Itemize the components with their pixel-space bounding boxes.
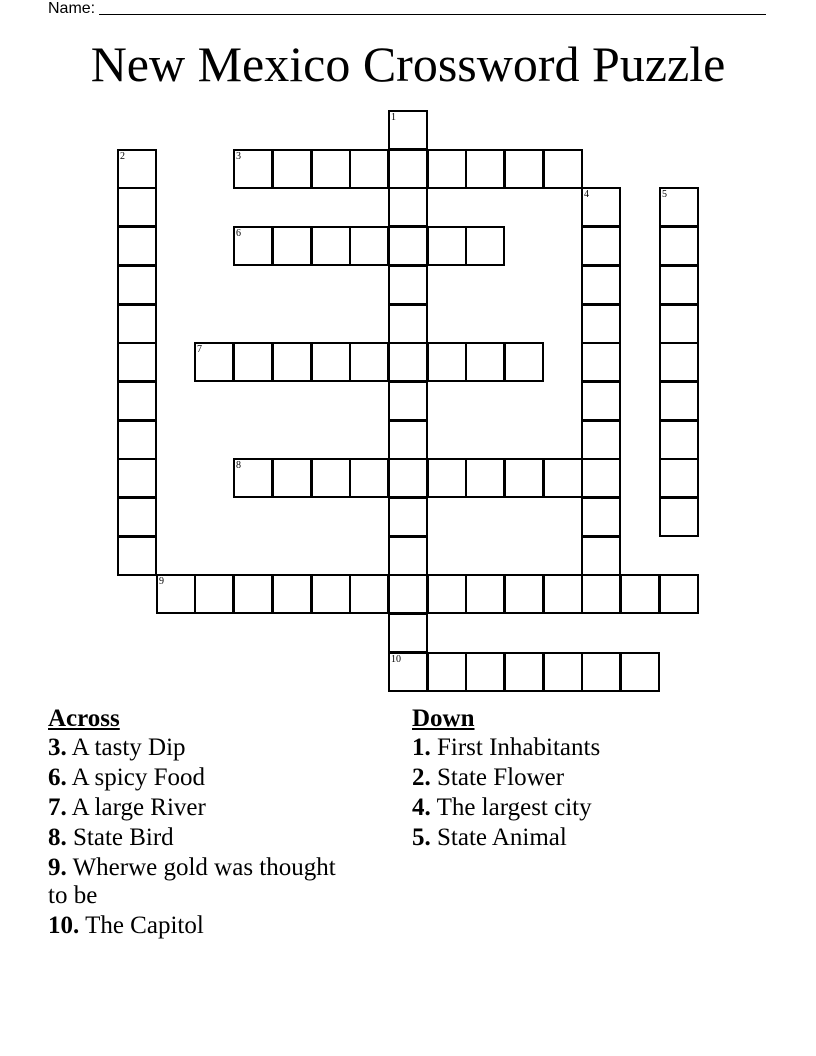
clue-number: 7. [48,794,67,821]
clue-across-7 [48,794,348,822]
grid-cell[interactable] [233,574,273,614]
grid-cell[interactable] [272,226,312,266]
grid-cell[interactable] [388,149,428,189]
grid-cell[interactable] [388,110,428,150]
cell-number: 9 [159,576,164,587]
grid-cell[interactable] [233,458,273,498]
clue-text: State Bird [73,824,174,851]
grid-cell[interactable] [543,652,583,692]
grid-cell[interactable] [659,574,699,614]
grid-cell[interactable] [388,497,428,537]
grid-cell[interactable] [465,574,505,614]
grid-cell[interactable] [659,187,699,227]
grid-cell[interactable] [388,265,428,305]
grid-cell[interactable] [465,458,505,498]
clue-text: A tasty Dip [71,734,186,761]
page-title: New Mexico Crossword Puzzle [90,36,726,92]
grid-cell[interactable] [388,342,428,382]
grid-cell[interactable] [117,187,157,227]
grid-cell[interactable] [581,265,621,305]
grid-cell[interactable] [659,497,699,537]
clue-number: 8. [48,824,67,851]
clue-text: First Inhabitants [437,734,601,761]
grid-cell[interactable] [504,458,544,498]
clue-text: State Animal [437,824,567,851]
clue-number: 2. [412,764,431,791]
clue-number: 6. [48,764,67,791]
grid-cell[interactable] [117,265,157,305]
grid-cell[interactable] [504,342,544,382]
grid-cell[interactable] [581,574,621,614]
clue-down-4 [412,794,772,822]
across-heading: Across [48,705,120,732]
grid-cell[interactable] [427,342,467,382]
grid-cell[interactable] [388,304,428,344]
grid-cell[interactable] [117,420,157,460]
cell-number: 2 [120,151,125,162]
clue-text: A large River [71,794,206,821]
cell-number: 4 [584,189,589,200]
grid-cell[interactable] [349,574,389,614]
grid-cell[interactable] [581,342,621,382]
grid-cell[interactable] [427,574,467,614]
grid-cell[interactable] [620,574,660,614]
grid-cell[interactable] [581,187,621,227]
clue-across-6 [48,764,348,792]
grid-cell[interactable] [659,381,699,421]
grid-cell[interactable] [272,342,312,382]
grid-cell[interactable] [117,536,157,576]
grid-cell[interactable] [543,458,583,498]
grid-cell[interactable] [388,420,428,460]
grid-cell[interactable] [194,342,234,382]
clue-across-8 [48,824,348,852]
grid-cell[interactable] [465,342,505,382]
grid-cell[interactable] [349,149,389,189]
grid-cell[interactable] [659,342,699,382]
grid-cell[interactable] [388,187,428,227]
grid-cell[interactable] [117,497,157,537]
grid-cell[interactable] [581,458,621,498]
clue-text: State Flower [437,764,565,791]
name-label: Name: [48,0,96,17]
grid-cell[interactable] [117,149,157,189]
grid-cell[interactable] [543,574,583,614]
clue-number: 3. [48,734,67,761]
grid-cell[interactable] [388,226,428,266]
clue-across-10 [48,912,348,940]
cell-number: 7 [197,344,202,355]
clue-down-5 [412,824,772,852]
cell-number: 1 [391,112,396,123]
clue-across-3 [48,734,348,762]
clue-across-9 [48,854,348,910]
grid-cell[interactable] [388,574,428,614]
clue-number: 9. [48,854,67,881]
grid-cell[interactable] [581,304,621,344]
grid-cell[interactable] [465,226,505,266]
grid-cell[interactable] [388,613,428,653]
grid-cell[interactable] [581,226,621,266]
grid-cell[interactable] [581,497,621,537]
grid-cell[interactable] [388,536,428,576]
grid-cell[interactable] [504,149,544,189]
grid-cell[interactable] [504,652,544,692]
down-heading: Down [412,705,475,732]
across-clues [48,704,348,942]
grid-cell[interactable] [311,149,351,189]
grid-cell[interactable] [117,304,157,344]
cell-number: 3 [236,151,241,162]
grid-cell[interactable] [659,265,699,305]
grid-cell[interactable] [581,420,621,460]
clue-text: A spicy Food [71,764,205,791]
grid-cell[interactable] [272,574,312,614]
clue-number: 1. [412,734,431,761]
grid-cell[interactable] [233,226,273,266]
grid-cell[interactable] [427,458,467,498]
grid-cell[interactable] [117,226,157,266]
grid-cell[interactable] [272,149,312,189]
grid-cell[interactable] [233,149,273,189]
grid-cell[interactable] [581,536,621,576]
grid-cell[interactable] [388,652,428,692]
clue-down-1 [412,734,772,762]
grid-cell[interactable] [543,149,583,189]
grid-cell[interactable] [504,574,544,614]
grid-cell[interactable] [659,304,699,344]
grid-cell[interactable] [659,226,699,266]
grid-cell[interactable] [465,149,505,189]
grid-cell[interactable] [349,226,389,266]
grid-cell[interactable] [581,381,621,421]
grid-cell[interactable] [117,381,157,421]
grid-cell[interactable] [427,226,467,266]
grid-cell[interactable] [233,342,273,382]
down-clues [412,704,772,854]
grid-cell[interactable] [581,652,621,692]
clue-down-2 [412,764,772,792]
cell-number: 10 [391,654,401,665]
grid-cell[interactable] [465,652,505,692]
clue-number: 4. [412,794,431,821]
grid-cell[interactable] [349,458,389,498]
grid-cell[interactable] [117,458,157,498]
grid-cell[interactable] [156,574,196,614]
grid-cell[interactable] [659,420,699,460]
cell-number: 6 [236,228,241,239]
grid-cell[interactable] [388,381,428,421]
grid-cell[interactable] [272,458,312,498]
grid-cell[interactable] [194,574,234,614]
clue-text: The largest city [436,794,592,821]
grid-cell[interactable] [388,458,428,498]
grid-cell[interactable] [620,652,660,692]
cell-number: 5 [662,189,667,200]
grid-cell[interactable] [659,458,699,498]
grid-cell[interactable] [427,149,467,189]
clue-number: 5. [412,824,431,851]
grid-cell[interactable] [311,574,351,614]
grid-cell[interactable] [349,342,389,382]
grid-cell[interactable] [311,458,351,498]
clue-number: 10. [48,912,80,939]
grid-cell[interactable] [117,342,157,382]
clue-text: The Capitol [85,912,204,939]
grid-cell[interactable] [311,226,351,266]
clue-text: Wherwe gold was thought to be [48,854,336,909]
cell-number: 8 [236,460,241,471]
grid-cell[interactable] [311,342,351,382]
grid-cell[interactable] [427,652,467,692]
